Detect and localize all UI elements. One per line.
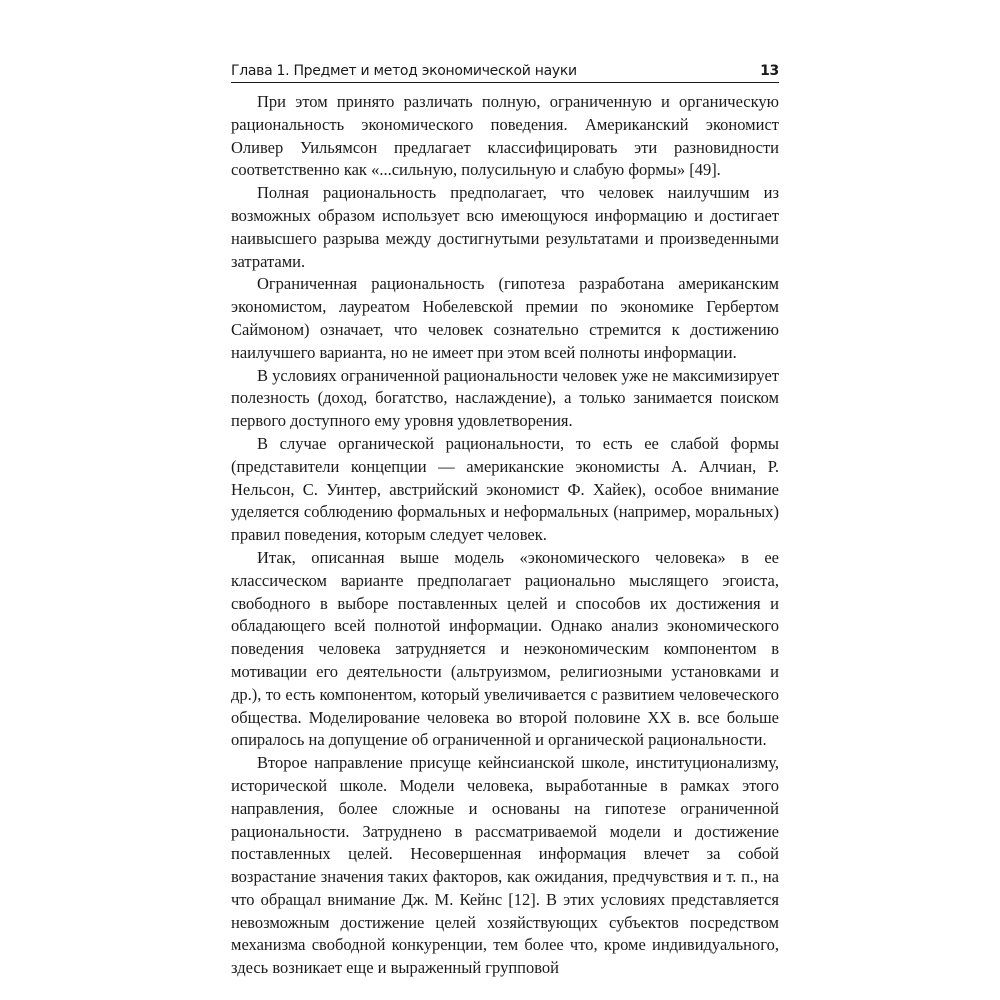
page-number: 13 [760, 63, 779, 79]
header-rule [231, 82, 779, 83]
running-head [231, 60, 779, 82]
paragraph: В условиях ограниченной рациональности человек уже не максимизирует полезность (доход, богатство, наслаждение), а только занимается поиском первого доступного ему уровня удовлетворения. [231, 365, 779, 431]
paragraph: Полная рациональность предполагает, что человек наилучшим из возможных образом использует всю имеющуюся информацию и достигает наивысшего разрыва между достигнутыми результатами и произведенными затратами. [231, 183, 779, 271]
paragraph: Второе направление присуще кейнсианской школе, институционализму, исторической школе. Модели человека, выработанные в рамках этого направления, более сложные и основаны на гипотезе ограниченной рациональности. Затруднено в рассматриваемой модели и достижение поставленных целей. Несовершенная информация влечет за собой возрастание значения таких факторов, как ожидания, предчувствия и т. п., на что обращал внимание Дж. М. Кейнс [12]. В этих условиях представляется невозможным достижение целей хозяйствующих субъектов посредством механизма свободной конкуренции, тем более что, кроме индивидуального, здесь возникает еще и выраженный групповой [231, 753, 779, 978]
paragraph: При этом принято различать полную, ограниченную и органическую рациональность экономического поведения. Американский экономист Оливер Уильямсон предлагает классифицировать эти разновидности соответственно как «...сильную, полусильную и слабую формы» [49]. [231, 92, 779, 180]
paragraph: В случае органической рациональности, то есть ее слабой формы (представители концепции — американские экономисты А. Алчиан, Р. Нельсон, С. Уинтер, австрийский экономист Ф. Хайек), особое внимание уделяется соблюдению формальных и неформальных (например, моральных) правил поведения, которым следует человек. [231, 433, 779, 545]
paragraph: Ограниченная рациональность (гипотеза разработана американским экономистом, лауреатом Нобелевской премии по экономике Гербертом Саймоном) означает, что человек сознательно стремится к достижению наилучшего варианта, но не имеет при этом всей полноты информации. [231, 274, 779, 362]
chapter-title: Глава 1. Предмет и метод экономической науки [231, 63, 577, 79]
body-text [231, 91, 779, 980]
book-page [231, 60, 779, 980]
paragraph: Итак, описанная выше модель «экономического человека» в ее классическом варианте предполагает рационально мыслящего эгоиста, свободного в выборе поставленных целей и способов их достижения и обладающего всей полнотой информации. Однако анализ экономического поведения человека затрудняется и неэкономическим компонентом в мотивации его деятельности (альтруизмом, религиозными установками и др.), то есть компонентом, который увеличивается с развитием человеческого общества. Моделирование человека во второй половине XX в. все больше опиралось на допущение об ограниченной и органической рациональности. [231, 547, 779, 750]
